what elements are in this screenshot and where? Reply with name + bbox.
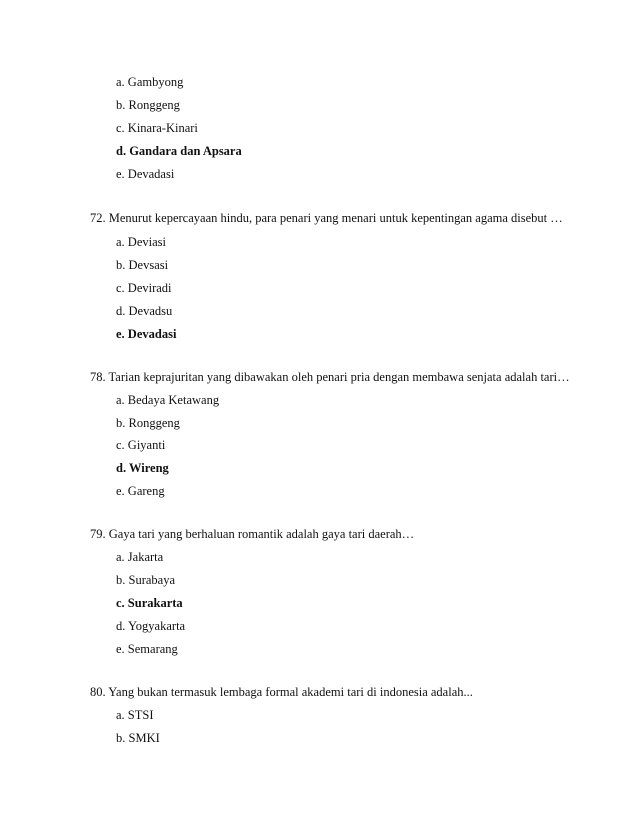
option-e: e. Devadasi [116,167,175,181]
option-a: a. Jakarta [116,550,164,564]
option-a: a. Gambyong [116,75,184,89]
option-d-answer: d. Gandara dan Apsara [116,144,242,158]
option-d: d. Devadsu [116,304,173,318]
option-c: c. Deviradi [116,281,172,295]
question-78: 78. Tarian keprajuritan yang dibawakan oleh penari pria dengan membawa senjata adalah tari… [90,370,570,384]
option-e-answer: e. Devadasi [116,327,177,341]
option-c-answer: c. Surakarta [116,596,183,610]
option-b: b. SMKI [116,731,160,745]
question-79: 79. Gaya tari yang berhaluan romantik adalah gaya tari daerah… [90,527,415,541]
option-a: a. STSI [116,708,154,722]
option-c: c. Kinara-Kinari [116,121,198,135]
option-c: c. Giyanti [116,438,166,452]
option-e: e. Semarang [116,642,178,656]
question-80: 80. Yang bukan termasuk lembaga formal akademi tari di indonesia adalah... [90,685,473,699]
option-b: b. Ronggeng [116,98,180,112]
option-b: b. Ronggeng [116,416,180,430]
question-72: 72. Menurut kepercayaan hindu, para penari yang menari untuk kepentingan agama disebut … [90,211,563,225]
option-d-answer: d. Wireng [116,461,169,475]
option-d: d. Yogyakarta [116,619,186,633]
option-e: e. Gareng [116,484,165,498]
option-a: a. Deviasi [116,235,166,249]
option-a: a. Bedaya Ketawang [116,393,220,407]
option-b: b. Devsasi [116,258,169,272]
option-b: b. Surabaya [116,573,176,587]
